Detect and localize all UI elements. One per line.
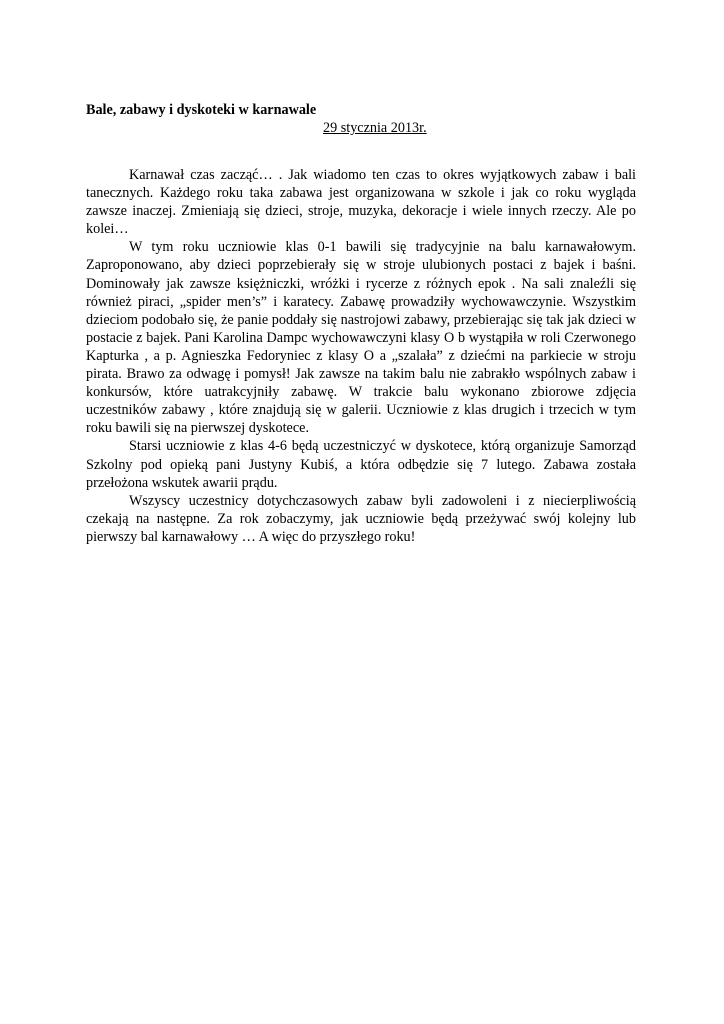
paragraph-closing: Wszyscy uczestnicy dotychczasowych zabaw byli zadowoleni i z niecierpliwością czekają na następne. Za rok zobaczymy, jak uczniowie będą przeżywać swój kolejny lub pierwszy bal karnawałowy … A więc do przyszłego roku! xyxy=(86,492,636,545)
article-title: Bale, zabawy i dyskoteki w karnawale xyxy=(86,102,317,118)
article-date: 29 stycznia 2013r. xyxy=(323,120,427,136)
paragraph-disco: Starsi uczniowie z klas 4-6 będą uczestniczyć w dyskotece, którą organizuje Samorząd Szkolny pod opieką pani Justyny Kubiś, a która odbędzie się 7 lutego. Zabawa została przełożona wskutek awarii prądu. xyxy=(86,438,636,491)
article-body xyxy=(86,166,636,546)
paragraph-carnival-ball: W tym roku uczniowie klas 0-1 bawili się tradycyjnie na balu karnawałowym. Zaproponowano, aby dzieci poprzebierały się w stroje ulubionych postaci z bajek i baśni. Dominowały jak zawsze księżniczki, wróżki i rycerze z różnych epok . Na sali znaleźli się również piraci, „spider men’s” i karatecy. Zabawę prowadziły wychowawczynie. Wszystkim dzieciom podobało się, że panie poddały się nastrojowi zabawy, przebierając się tak jak dzieci w postacie z bajek. Pani Karolina Dampc wychowawczyni klasy O b wystąpiła w roli Czerwonego Kapturka , a p. Agnieszka Fedoryniec z klasy O a „szalała” z dziećmi na parkiecie w stroju pirata. Brawo za odwagę i pomysł! Jak zawsze na takim balu nie zabrakło wspólnych zabaw i konkursów, które uatrakcyjniły zabawę. W trakcie balu wykonano zbiorowe zdjęcia uczestników zabawy , które znajdują się w galerii. Uczniowie z klas drugich i trzecich w tym roku bawili się na pierwszej dyskotece. xyxy=(86,239,636,437)
paragraph-intro: Karnawał czas zacząć… . Jak wiadomo ten czas to okres wyjątkowych zabaw i bali tanecznych. Każdego roku taka zabawa jest organizowana w szkole i jak co roku wygląda zawsze inaczej. Zmieniają się dzieci, stroje, muzyka, dekoracje i wiele innych rzeczy. Ale po kolei… xyxy=(86,167,636,238)
